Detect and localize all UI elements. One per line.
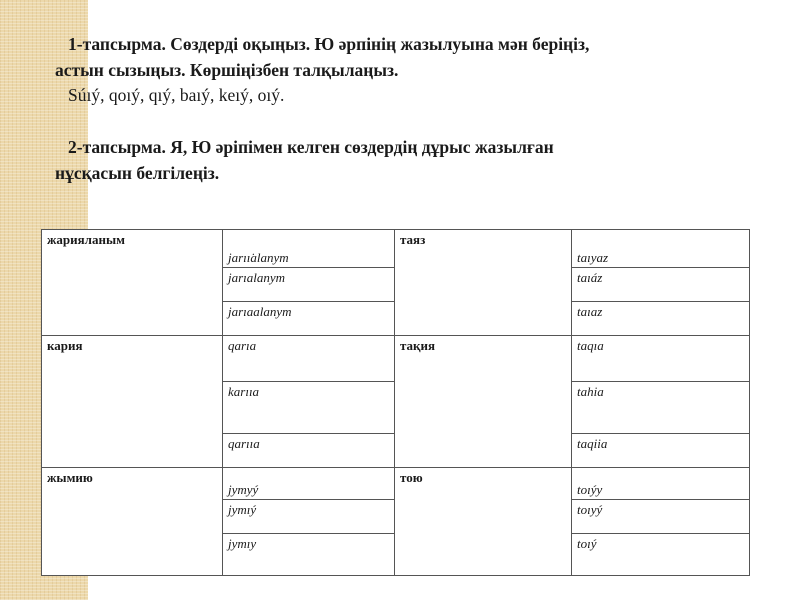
word-cell: тақия [395,336,572,468]
option-cell[interactable]: taqiia [572,434,750,468]
option-cell[interactable]: taıáz [572,268,750,302]
option-cell[interactable]: toıyý [572,500,750,534]
table-row [42,336,750,382]
table-row [42,468,750,500]
option-cell[interactable]: jarıalanym [223,268,395,302]
spelling-table [41,229,750,576]
word-cell: таяз [395,230,572,336]
table-row [42,230,750,268]
option-cell[interactable]: taıyaz [572,230,750,268]
option-cell[interactable]: toıýy [572,468,750,500]
option-cell[interactable]: jymyý [223,468,395,500]
option-cell[interactable]: jarıaalanym [223,302,395,336]
option-cell[interactable]: toıý [572,534,750,576]
option-cell[interactable]: karııa [223,382,395,434]
word-cell: тою [395,468,572,576]
task2-line1: 2-тапсырма. Я, Ю әріпімен келген сөздердің дұрыс жазылған [68,137,554,157]
option-cell[interactable]: jymıy [223,534,395,576]
task1-words: Súıý, qoıý, qıý, baıý, keıý, oıý. [68,85,285,105]
option-cell[interactable]: qarııa [223,434,395,468]
task1-line2: астын сызыңыз. Көршіңізбен талқылаңыз. [55,60,399,80]
task1-line1: 1-тапсырма. Сөздерді оқыңыз. Ю әрпінің жазылуына мән беріңіз, [68,34,590,54]
word-cell: жымию [42,468,223,576]
option-cell[interactable]: jarıı̇alanym [223,230,395,268]
option-cell[interactable]: tahia [572,382,750,434]
task2-line2: нұсқасын белгілеңіз. [55,163,220,183]
option-cell[interactable]: taqıa [572,336,750,382]
option-cell[interactable]: taıaz [572,302,750,336]
option-cell[interactable]: qarıa [223,336,395,382]
word-cell: жарияланым [42,230,223,336]
word-cell: кария [42,336,223,468]
option-cell[interactable]: jymıý [223,500,395,534]
